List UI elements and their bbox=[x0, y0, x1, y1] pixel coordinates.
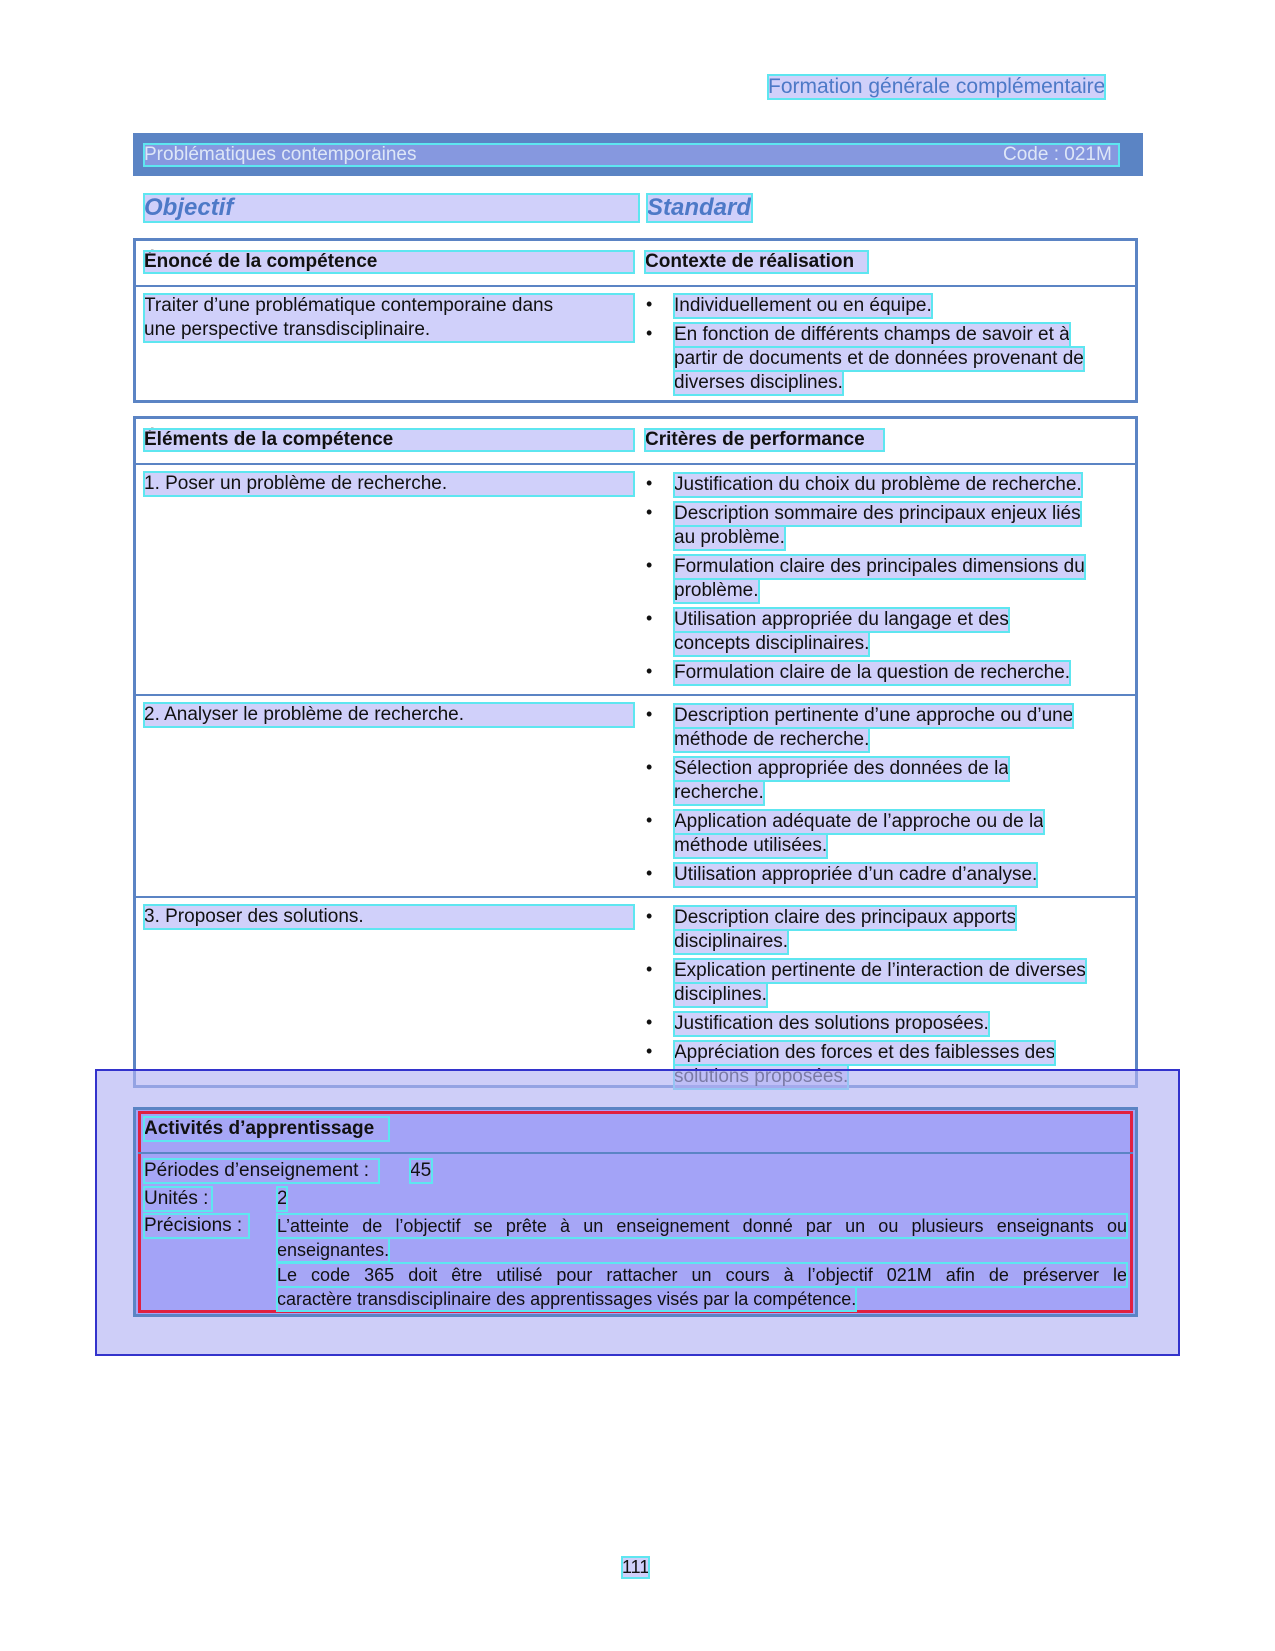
critere-bullet: • bbox=[646, 1041, 653, 1061]
program-title: Formation générale complémentaire bbox=[768, 75, 1106, 98]
row-divider bbox=[136, 694, 1135, 696]
unites-label: Unités : bbox=[144, 1187, 212, 1211]
enonce-table bbox=[133, 238, 1138, 403]
enonce-heading: Énoncé de la compétence bbox=[144, 251, 634, 273]
critere-text: Utilisation appropriée d’un cadre d’analyse. bbox=[674, 864, 1038, 885]
elements-table bbox=[133, 416, 1138, 1088]
critere-text: Justification du choix du problème de recherche. bbox=[674, 474, 1082, 495]
critere-text: Description pertinente d’une approche ou d’une bbox=[674, 705, 1074, 726]
critere-text: Sélection appropriée des données de la bbox=[674, 758, 1009, 779]
contexte-item-bullet: • bbox=[646, 323, 653, 343]
contexte-item-text: Individuellement ou en équipe. bbox=[674, 295, 932, 316]
critere-text: Description sommaire des principaux enjeux liés bbox=[674, 503, 1081, 524]
row-divider bbox=[136, 896, 1135, 898]
critere-bullet: • bbox=[646, 757, 653, 777]
activites-divider bbox=[138, 1152, 1133, 1154]
critere-bullet: • bbox=[646, 906, 653, 926]
element-label: 2. Analyser le problème de recherche. bbox=[144, 703, 634, 727]
critere-bullet: • bbox=[646, 810, 653, 830]
critere-text: disciplines. bbox=[674, 984, 767, 1005]
critere-bullet: • bbox=[646, 608, 653, 628]
competence-statement: Traiter d’une problématique contemporaine dans une perspective transdisciplinaire. bbox=[144, 294, 634, 342]
critere-text: Formulation claire des principales dimensions du bbox=[674, 556, 1085, 577]
critere-bullet: • bbox=[646, 1012, 653, 1032]
criteres-heading: Critères de performance bbox=[645, 429, 884, 451]
critere-bullet: • bbox=[646, 959, 653, 979]
precisions-label: Précisions : bbox=[144, 1214, 249, 1238]
critere-bullet: • bbox=[646, 473, 653, 493]
critere-text: méthode de recherche. bbox=[674, 729, 870, 750]
critere-text: Utilisation appropriée du langage et des bbox=[674, 609, 1009, 630]
critere-text: méthode utilisées. bbox=[674, 835, 828, 856]
element-label: 3. Proposer des solutions. bbox=[144, 905, 634, 929]
periodes-label: Périodes d’enseignement : bbox=[144, 1159, 379, 1183]
contexte-item-text: En fonction de différents champs de savoir et à bbox=[674, 324, 1070, 345]
critere-text: Description claire des principaux apports bbox=[674, 907, 1017, 928]
elements-heading: Éléments de la compétence bbox=[144, 429, 634, 451]
critere-text: Application adéquate de l’approche ou de la bbox=[674, 811, 1044, 832]
critere-bullet: • bbox=[646, 704, 653, 724]
precisions-text: L’atteinte de l’objectif se prête à un enseignement donné par un ou plusieurs enseignants ou enseignantes. Le code 365 doit être utilisé pour rattacher un cours à l’objectif 021M afin de préserver le caractère transdisciplinaire des apprentissages visés par la compétence. bbox=[277, 1216, 1127, 1309]
objectif-label: Objectif bbox=[144, 194, 639, 222]
critere-text: disciplinaires. bbox=[674, 931, 789, 952]
critere-text: Explication pertinente de l’interaction de diverses bbox=[674, 960, 1086, 981]
periodes-value: 45 bbox=[410, 1160, 432, 1181]
course-code: Code : 021M bbox=[1003, 144, 1112, 165]
critere-text: Justification des solutions proposées. bbox=[674, 1013, 989, 1034]
critere-bullet: • bbox=[646, 502, 653, 522]
page-number: 111 bbox=[622, 1557, 650, 1577]
unites-value: 2 bbox=[277, 1188, 288, 1209]
critere-text: problème. bbox=[674, 580, 759, 601]
contexte-item-bullet: • bbox=[646, 294, 653, 314]
contexte-item-text: partir de documents et de données provenant de bbox=[674, 348, 1084, 369]
critere-bullet: • bbox=[646, 555, 653, 575]
critere-text: recherche. bbox=[674, 782, 764, 803]
contexte-heading: Contexte de réalisation bbox=[645, 251, 868, 273]
critere-text: au problème. bbox=[674, 527, 785, 548]
standard-label: Standard bbox=[647, 194, 752, 221]
critere-text: Formulation claire de la question de recherche. bbox=[674, 662, 1071, 683]
element-label: 1. Poser un problème de recherche. bbox=[144, 472, 634, 496]
critere-bullet: • bbox=[646, 863, 653, 883]
critere-text: Appréciation des forces et des faiblesses des bbox=[674, 1042, 1056, 1063]
critere-bullet: • bbox=[646, 661, 653, 681]
critere-text: concepts disciplinaires. bbox=[674, 633, 870, 654]
activites-heading: Activités d’apprentissage bbox=[144, 1117, 389, 1141]
contexte-item-text: diverses disciplines. bbox=[674, 372, 843, 393]
course-title: Problématiques contemporaines bbox=[144, 144, 1119, 166]
